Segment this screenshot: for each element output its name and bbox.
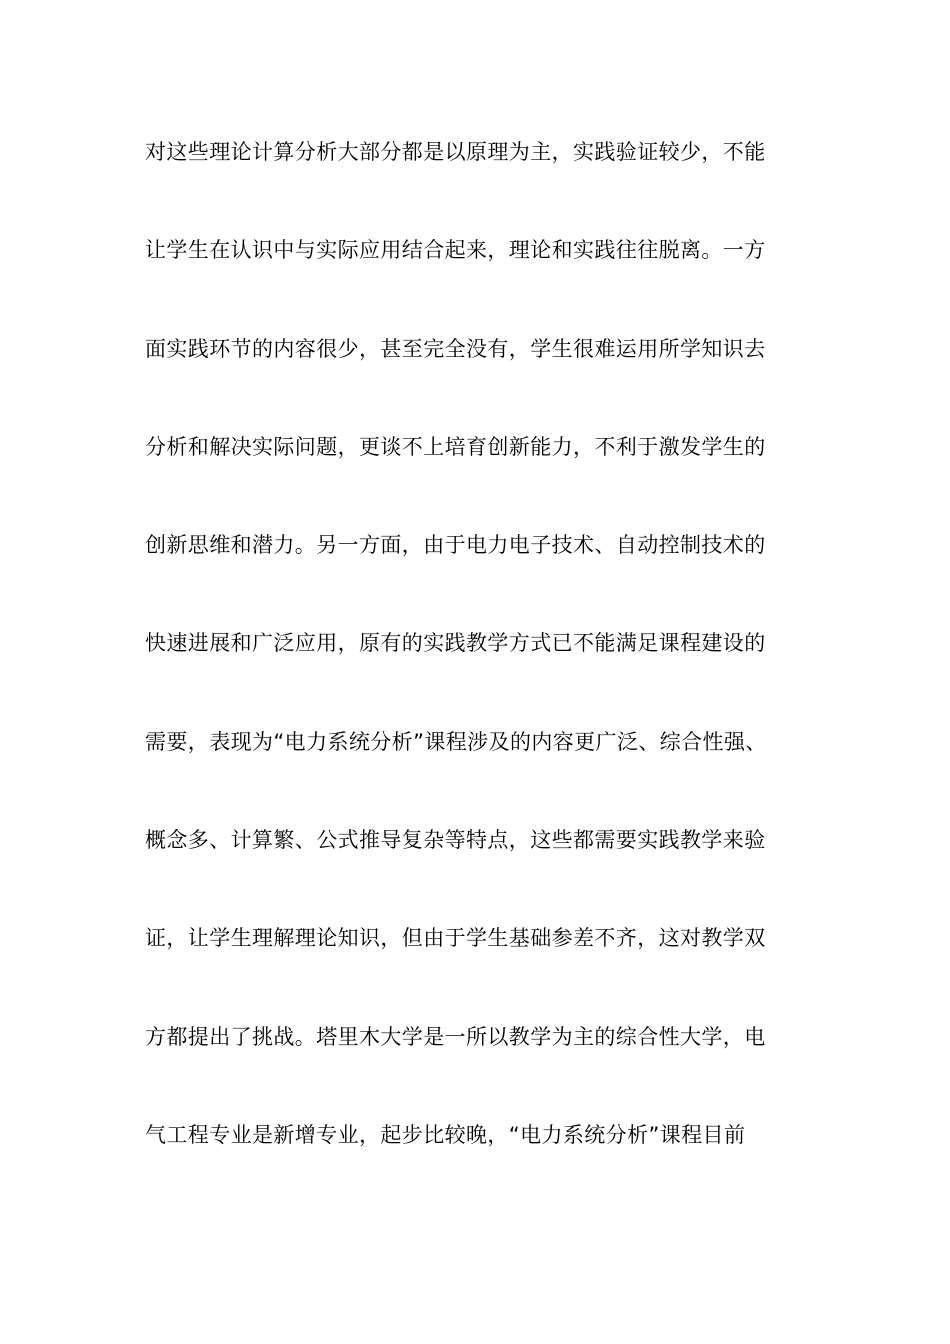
text-line: 创新思维和潜力。另一方面，由于电力电子技术、自动控制技术的 xyxy=(145,533,766,558)
text-line: 概念多、计算繁、公式推导复杂等特点，这些都需要实践教学来验 xyxy=(145,828,766,853)
text-line: 分析和解决实际问题，更谈不上培育创新能力，不利于激发学生的 xyxy=(145,434,766,459)
text-line: 方都提出了挑战。塔里木大学是一所以教学为主的综合性大学，电 xyxy=(145,1024,766,1049)
body-paragraph xyxy=(145,133,825,1214)
text-line: 证，让学生理解理论知识，但由于学生基础参差不齐，这对教学双 xyxy=(145,926,766,951)
text-line: 需要，表现为“电力系统分析”课程涉及的内容更广泛、综合性强、 xyxy=(145,729,767,754)
text-line: 面实践环节的内容很少，甚至完全没有，学生很难运用所学知识去 xyxy=(145,336,766,361)
text-line: 气工程专业是新增专业，起步比较晚，“电力系统分析”课程目前 xyxy=(145,1122,746,1147)
text-line: 对这些理论计算分析大部分都是以原理为主，实践验证较少，不能 xyxy=(145,140,766,164)
text-line: 让学生在认识中与实际应用结合起来，理论和实践往往脱离。一方 xyxy=(145,238,766,263)
text-line: 快速进展和广泛应用，原有的实践教学方式已不能满足课程建设的 xyxy=(145,631,766,656)
